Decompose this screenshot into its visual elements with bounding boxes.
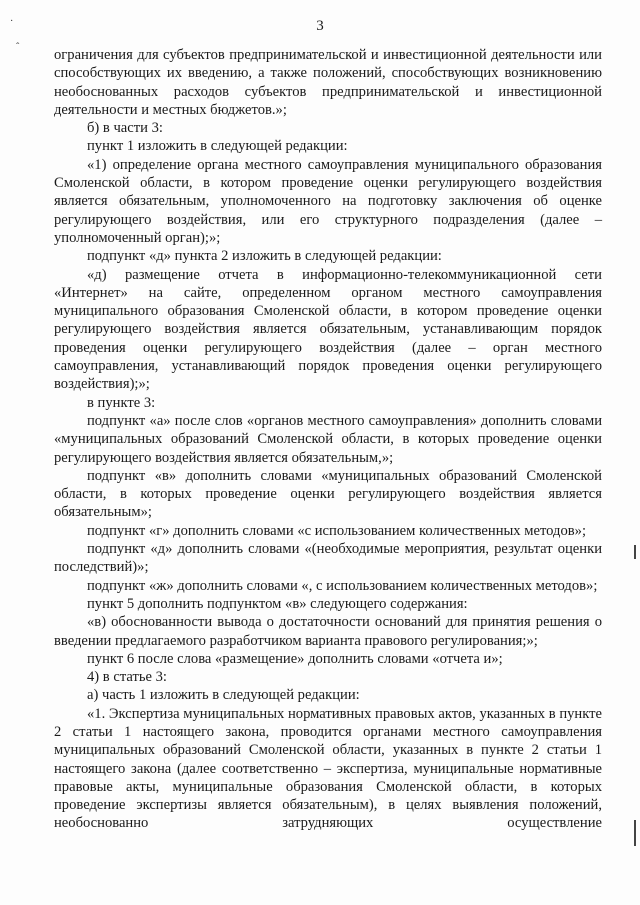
paragraph: в пункте 3: (87, 394, 156, 411)
paragraph: 4) в статье 3: (87, 669, 167, 686)
paragraph: «1) определение органа местного самоуправления муниципального образования Смоленской области, в котором проведение оценки регулирующего воздействия является обязательным, уполномоченного на подготовку заключения об оценке регулирующего воздействия, или его структурного подразделения (далее – уполномоченный орган);»; (54, 156, 602, 246)
paragraph: подпункт «в» дополнить словами «муниципальных образований Смоленской области, в которых проведение оценки регулирующего воздействия является обязательным»; (54, 467, 602, 521)
paragraph: ограничения для субъектов предпринимательской и инвестиционной деятельности или способствующих их введению, а также положений, способствующих возникновению необоснованных расходов субъектов предпринимательской и инвестиционной деятельности и местных бюджетов.»; (54, 47, 602, 118)
paragraph: подпункт «д» дополнить словами «(необходимые мероприятия, результат оценки последствий)»; (54, 541, 602, 576)
paragraph: пункт 1 изложить в следующей редакции: (87, 138, 348, 155)
paragraph: подпункт «д» пункта 2 изложить в следующей редакции: (87, 248, 442, 265)
margin-mark: · (10, 16, 14, 27)
page-number: 3 (316, 18, 324, 34)
document-body (54, 46, 602, 833)
paragraph: пункт 6 после слова «размещение» дополнить словами «отчета и»; (87, 650, 503, 667)
paragraph: а) часть 1 изложить в следующей редакции: (87, 687, 360, 704)
paragraph: «д) размещение отчета в информационно-телекоммуникационной сети «Интернет» на сайте, определенном органом местного самоуправления муниципального образования Смоленской области, в котором проведение оценки регулирующего воздействия является обязательным, устанавливающим порядок проведения оценки регулирующего воздействия (далее – орган местного самоуправления, устанавливающий порядок проведения оценки регулирующего воздействия);»; (54, 266, 602, 393)
paragraph: подпункт «а» после слов «органов местного самоуправления» дополнить словами «муниципальных образований Смоленской области, в которых проведение оценки регулирующего воздействия является обязательным,»; (54, 412, 602, 466)
paragraph: подпункт «ж» дополнить словами «, с использованием количественных методов»; (87, 577, 598, 594)
margin-mark: ˆ (16, 42, 20, 53)
scan-edge-mark (634, 820, 636, 846)
paragraph: «в) обоснованности вывода о достаточности оснований для принятия решения о введении предлагаемого разработчиком варианта правового регулирования;»; (54, 614, 602, 649)
paragraph: б) в части 3: (87, 120, 163, 137)
paragraph: подпункт «г» дополнить словами «с использованием количественных методов»; (87, 522, 586, 539)
paragraph: пункт 5 дополнить подпунктом «в» следующего содержания: (87, 595, 468, 612)
scan-edge-mark (634, 545, 636, 559)
paragraph: «1. Экспертиза муниципальных нормативных правовых актов, указанных в пункте 2 статьи 1 настоящего закона, проводится органами местного самоуправления муниципальных образований Смоленской области, указанных в пункте 2 статьи 1 настоящего закона (далее соответственно – экспертиза, муниципальные нормативные правовые акты, муниципальные образования Смоленской области, в которых проведение экспертизы является обязательным), в целях выявления положений, необоснованно затрудняющих осуществление (54, 705, 602, 832)
